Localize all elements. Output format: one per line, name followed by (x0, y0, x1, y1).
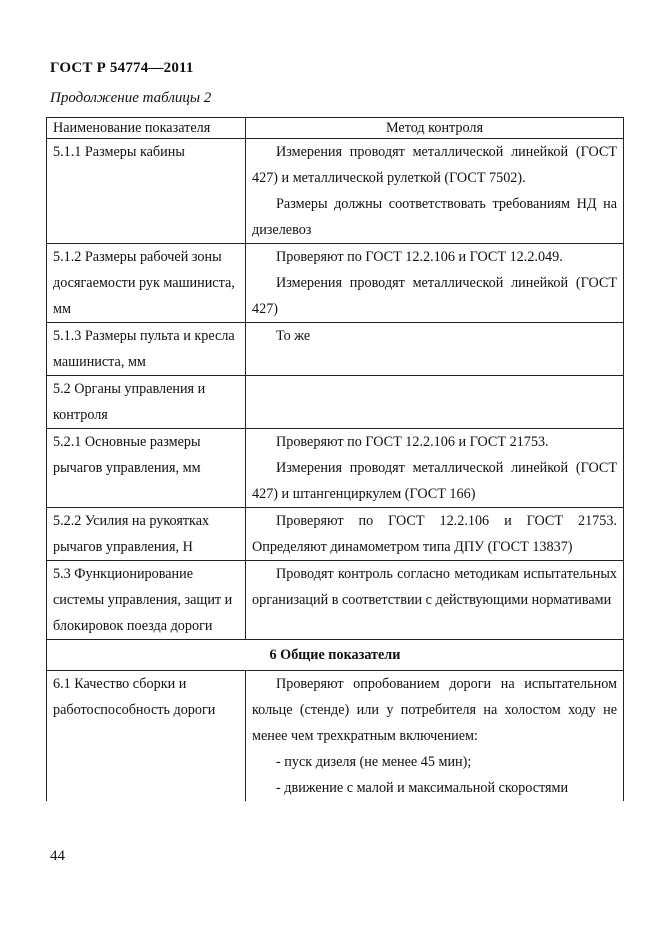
method-paragraph: Проводят контроль согласно методикам испытательных организаций в соответствии с действующими нормативами (252, 566, 617, 608)
methods-table (46, 117, 624, 801)
table-row (47, 429, 624, 508)
indicator-name: 5.2.2 Усилия на рукоятках рычагов управления, Н (47, 508, 246, 561)
table-row (47, 561, 624, 640)
table-header-row (47, 118, 624, 139)
method-paragraph: Проверяют опробованием дороги на испытательном кольце (стенде) или у потребителя на холостом ходу не менее чем трехкратным включением: (252, 676, 617, 744)
method-paragraph: Проверяют по ГОСТ 12.2.106 и ГОСТ 21753. Определяют динамометром типа ДПУ (ГОСТ 13837) (252, 513, 617, 555)
method-paragraph: То же (276, 328, 311, 344)
method-paragraph: Измерения проводят металлической линейкой (ГОСТ 427) и штангенциркулем (ГОСТ 166) (252, 460, 617, 502)
method-paragraph: - пуск дизеля (не менее 45 мин); (276, 754, 472, 770)
indicator-name: 5.1.1 Размеры кабины (47, 139, 246, 244)
control-method (246, 244, 624, 323)
table-row (47, 139, 624, 244)
method-paragraph: Проверяют по ГОСТ 12.2.106 и ГОСТ 12.2.049. (276, 249, 563, 265)
table-row (47, 508, 624, 561)
table-caption: Продолжение таблицы 2 (50, 90, 212, 106)
table-row (47, 323, 624, 376)
method-paragraph: Проверяют по ГОСТ 12.2.106 и ГОСТ 21753. (276, 434, 549, 450)
table-row (47, 671, 624, 802)
method-paragraph: Размеры должны соответствовать требованиям НД на дизелевоз (252, 196, 617, 238)
indicator-name: 5.1.3 Размеры пульта и кресла машиниста, мм (47, 323, 246, 376)
indicator-name: 5.2 Органы управления и контроля (47, 376, 246, 429)
column-header-method: Метод контроля (246, 118, 624, 139)
control-method (246, 376, 624, 429)
method-paragraph: - движение с малой и максимальной скоростями (276, 780, 569, 796)
control-method (246, 429, 624, 508)
method-paragraph: Измерения проводят металлической линейкой (ГОСТ 427) (252, 275, 617, 317)
indicator-name: 5.3 Функционирование системы управления, защит и блокировок поезда дороги (47, 561, 246, 640)
section-row (47, 640, 624, 671)
indicator-name: 5.2.1 Основные размеры рычагов управления, мм (47, 429, 246, 508)
page-number: 44 (50, 848, 65, 864)
column-header-name: Наименование показателя (47, 118, 246, 139)
control-method (246, 323, 624, 376)
control-method (246, 139, 624, 244)
method-paragraph: Измерения проводят металлической линейкой (ГОСТ 427) и металлической рулеткой (ГОСТ 7502). (252, 144, 617, 186)
standard-number: ГОСТ Р 54774—2011 (50, 60, 194, 76)
section-heading: 6 Общие показатели (47, 640, 624, 671)
table-row (47, 376, 624, 429)
indicator-name: 5.1.2 Размеры рабочей зоны досягаемости рук машиниста, мм (47, 244, 246, 323)
indicator-name: 6.1 Качество сборки и работоспособность дороги (47, 671, 246, 802)
control-method (246, 561, 624, 640)
control-method (246, 508, 624, 561)
table-row (47, 244, 624, 323)
control-method (246, 671, 624, 802)
